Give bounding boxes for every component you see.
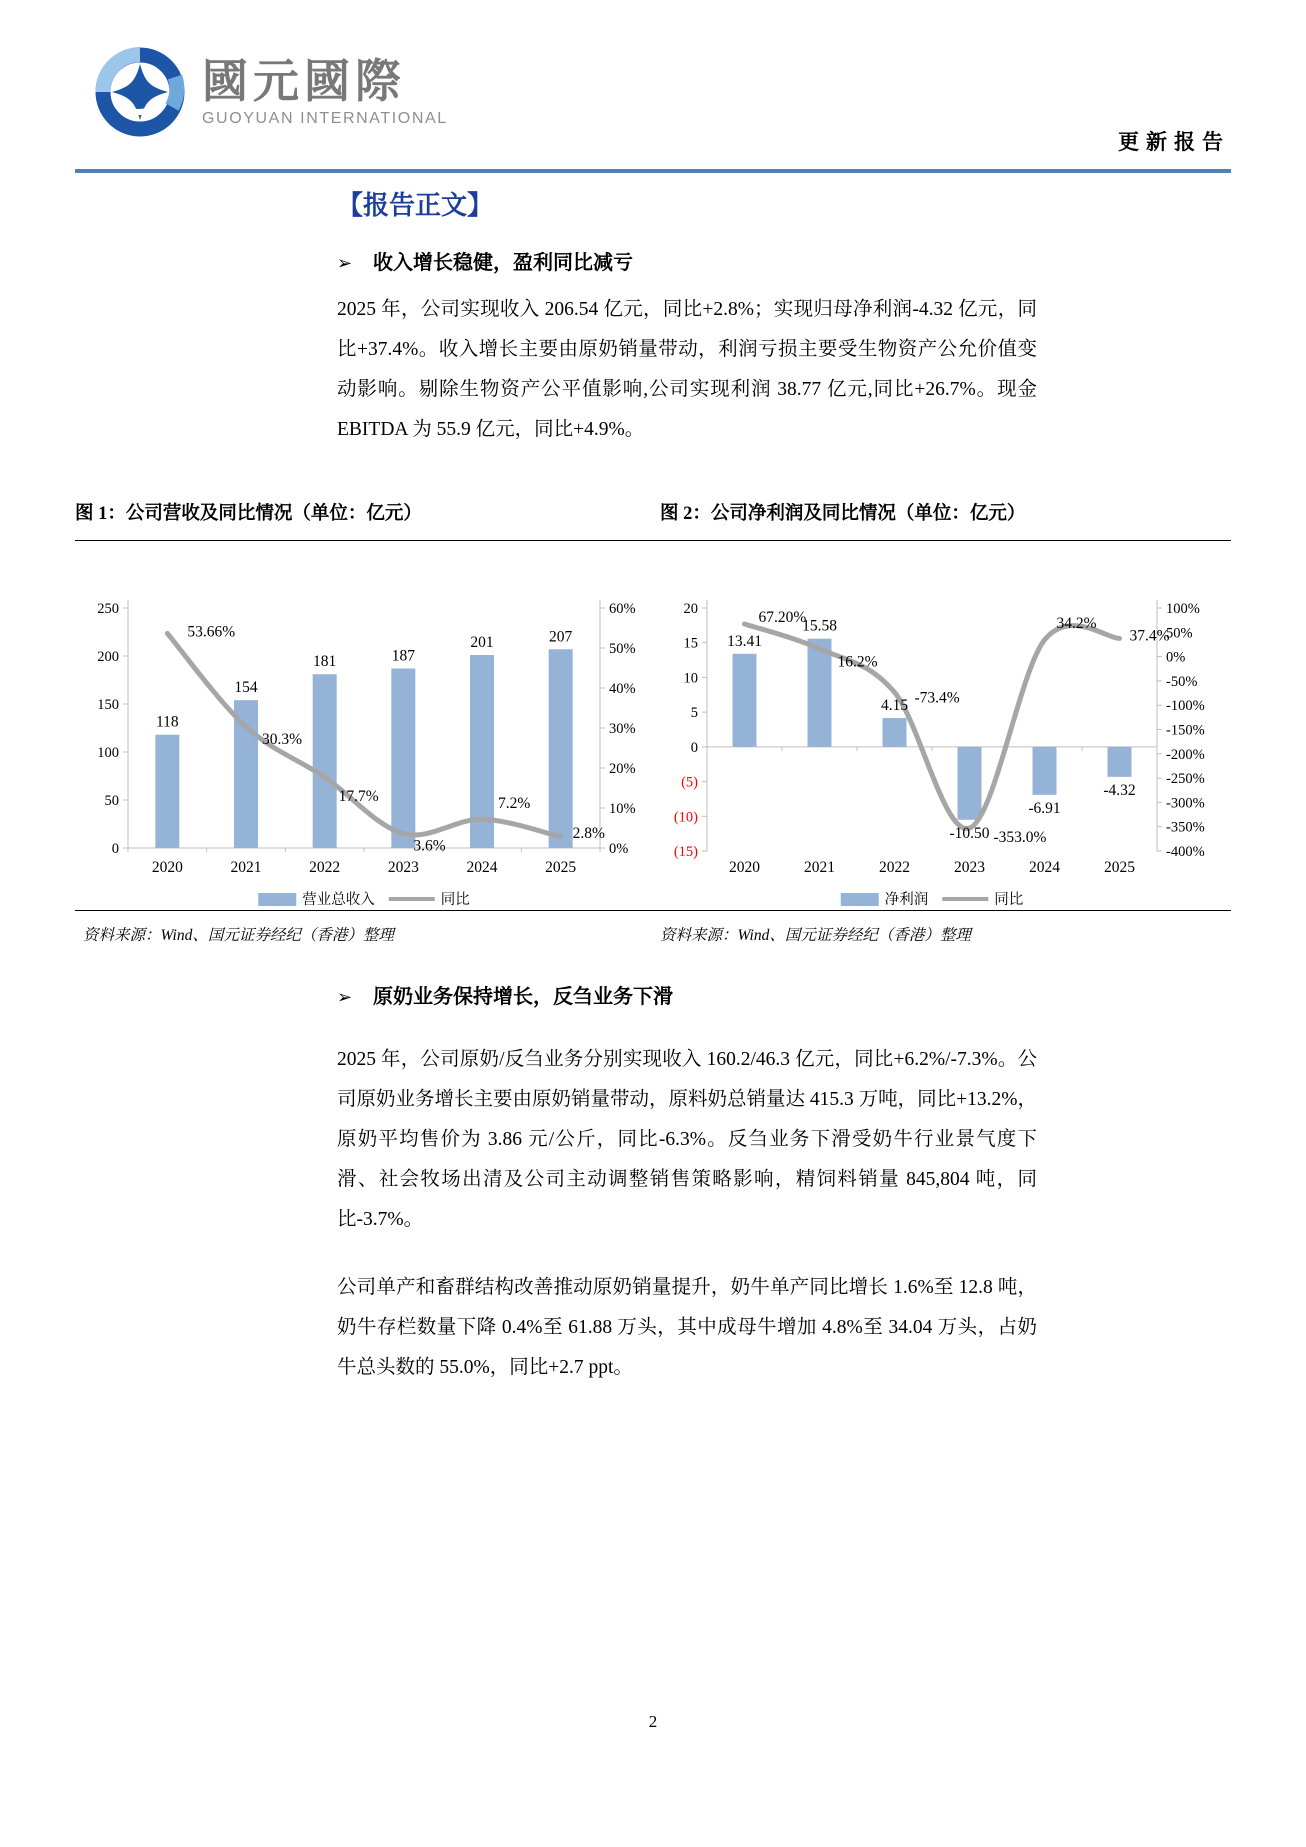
header-divider [75, 169, 1231, 173]
svg-text:20%: 20% [609, 761, 636, 777]
legend-bar-label: 营业总收入 [302, 892, 375, 908]
svg-text:4.15: 4.15 [880, 697, 909, 715]
svg-text:17.7%: 17.7% [338, 788, 379, 806]
svg-text:-50%: -50% [1166, 673, 1198, 690]
bar-2020 [733, 654, 757, 747]
svg-text:10%: 10% [609, 801, 636, 817]
guoyuan-logo-icon [92, 44, 188, 140]
legend [258, 890, 470, 908]
svg-text:-350%: -350% [1166, 819, 1205, 836]
bar-2025 [1108, 747, 1132, 777]
svg-text:201: 201 [470, 634, 494, 652]
paragraph-raw-milk-business: 2025 年，公司原奶/反刍业务分别实现收入 160.2/46.3 亿元，同比+6.2%/-7.3%。公司原奶业务增长主要由原奶销量带动，原料奶总销量达 415.3 万吨，同比+13.2%，原奶平均售价为 3.86 元/公斤，同比-6.3%。反刍业务下滑受奶牛行业景气度下滑、社会牧场出清及公司主动调整销售策略影响，精饲料销量 845,804 吨，同比-3.7%。 [337, 1049, 1037, 1230]
svg-text:(5): (5) [681, 774, 698, 791]
bar-2025 [549, 649, 573, 848]
svg-text:100%: 100% [1166, 601, 1200, 617]
svg-text:-300%: -300% [1166, 795, 1205, 812]
figure-sources-row [75, 910, 1231, 957]
bullet-heading-1-label: 收入增长稳健，盈利同比减亏 [373, 252, 633, 274]
svg-text:34.2%: 34.2% [1056, 614, 1097, 632]
svg-text:10: 10 [683, 670, 698, 687]
bar-2023 [391, 668, 415, 848]
svg-text:13.41: 13.41 [727, 632, 762, 650]
paragraph-herd-structure: 公司单产和畜群结构改善推动原奶销量提升，奶牛单产同比增长 1.6%至 12.8 吨，奶牛存栏数量下降 0.4%至 61.88 万头，其中成母牛增加 4.8%至 34.04 万头，占奶牛总头数的 55.0%，同比+2.7 ppt。 [337, 1277, 1037, 1378]
bullet-heading-2-label: 原奶业务保持增长，反刍业务下滑 [373, 986, 673, 1008]
svg-text:-4.32: -4.32 [1103, 781, 1136, 799]
axes [702, 600, 1162, 851]
report-type-label: 更新报告 [1118, 130, 1230, 154]
svg-text:15.58: 15.58 [802, 617, 837, 635]
figure2-source: 资料来源：Wind、国元证券经纪（香港）整理 [660, 927, 971, 944]
svg-text:40%: 40% [609, 681, 636, 697]
svg-text:2023: 2023 [954, 859, 985, 876]
bar-2023 [958, 747, 982, 820]
svg-text:2.8%: 2.8% [572, 824, 605, 842]
svg-text:0: 0 [111, 841, 119, 857]
revenue-yoy-chart [75, 550, 640, 925]
svg-text:(10): (10) [673, 809, 698, 826]
legend [841, 891, 1024, 908]
svg-text:-250%: -250% [1166, 771, 1205, 788]
svg-text:2022: 2022 [309, 859, 341, 876]
svg-text:2021: 2021 [804, 859, 835, 876]
bullet-heading-1 [337, 246, 1037, 275]
svg-text:187: 187 [391, 647, 415, 665]
legend-bar-swatch [258, 893, 296, 906]
legend-line-label: 同比 [994, 892, 1024, 908]
svg-text:50%: 50% [1166, 625, 1193, 642]
figure-top-rule [75, 540, 1231, 541]
bullet-heading-2 [337, 980, 1037, 1009]
legend-bar-swatch [841, 893, 879, 906]
bullet-arrow-icon: ➢ [337, 987, 353, 1007]
bar-2024 [1033, 747, 1057, 795]
svg-text:2024: 2024 [466, 859, 498, 876]
svg-text:2022: 2022 [879, 859, 910, 876]
svg-text:-400%: -400% [1166, 844, 1205, 860]
svg-text:100: 100 [97, 745, 119, 761]
svg-text:30.3%: 30.3% [262, 730, 303, 748]
bar-2022 [883, 718, 907, 747]
svg-text:53.66%: 53.66% [187, 623, 236, 641]
page-number: 2 [648, 1712, 658, 1731]
bar-2022 [313, 674, 337, 848]
svg-text:3.6%: 3.6% [413, 837, 446, 855]
svg-text:50: 50 [104, 793, 119, 809]
svg-text:0%: 0% [1166, 649, 1186, 666]
bar-2020 [155, 735, 179, 848]
yoy-line [745, 624, 1120, 829]
svg-text:-100%: -100% [1166, 698, 1205, 715]
svg-text:50%: 50% [609, 641, 636, 657]
svg-text:-10.50: -10.50 [949, 824, 990, 842]
svg-text:-200%: -200% [1166, 746, 1205, 763]
svg-text:181: 181 [313, 653, 337, 671]
svg-text:154: 154 [234, 679, 258, 697]
svg-text:2023: 2023 [387, 859, 419, 876]
chart1-svg [75, 550, 640, 925]
logo-text-en: GUOYUAN INTERNATIONAL [202, 110, 448, 127]
svg-text:15: 15 [683, 635, 698, 652]
svg-text:30%: 30% [609, 721, 636, 737]
legend-line-label: 同比 [440, 892, 470, 908]
company-logo [92, 44, 448, 140]
svg-text:-353.0%: -353.0% [993, 829, 1047, 847]
svg-text:5: 5 [690, 705, 698, 722]
svg-text:250: 250 [97, 601, 119, 617]
figure1-source: 资料来源：Wind、国元证券经纪（香港）整理 [83, 927, 394, 944]
legend-bar-label: 净利润 [884, 892, 929, 908]
paragraph-revenue-summary: 2025 年，公司实现收入 206.54 亿元，同比+2.8%；实现归母净利润-4.32 亿元，同比+37.4%。收入增长主要由原奶销量带动，利润亏损主要受生物资产公允价值变动影响。剔除生物资产公平值影响,公司实现利润 38.77 亿元,同比+26.7%。现金 EBITDA 为 55.9 亿元，同比+4.9%。 [337, 299, 1037, 440]
svg-text:2025: 2025 [1104, 859, 1135, 876]
bar-series [155, 649, 572, 848]
svg-text:200: 200 [97, 649, 119, 665]
svg-text:(15): (15) [673, 844, 698, 860]
svg-text:150: 150 [97, 697, 119, 713]
svg-text:2025: 2025 [545, 859, 577, 876]
logo-text [202, 56, 448, 128]
svg-text:37.4%: 37.4% [1129, 627, 1170, 645]
bar-2021 [234, 700, 258, 848]
svg-text:16.2%: 16.2% [837, 653, 878, 671]
svg-text:60%: 60% [609, 601, 636, 617]
svg-text:207: 207 [549, 628, 573, 646]
svg-text:118: 118 [155, 713, 179, 731]
bar-series [733, 639, 1132, 820]
svg-text:7.2%: 7.2% [498, 795, 531, 813]
svg-text:-150%: -150% [1166, 722, 1205, 739]
logo-text-cn: 國元國際 [202, 55, 406, 107]
svg-text:2021: 2021 [230, 859, 262, 876]
svg-text:-6.91: -6.91 [1028, 799, 1061, 817]
svg-text:2020: 2020 [151, 859, 183, 876]
svg-text:0: 0 [690, 739, 698, 756]
svg-text:20: 20 [683, 601, 698, 617]
section-title: 【报告正文】 [337, 191, 494, 220]
bullet-arrow-icon: ➢ [337, 253, 353, 273]
svg-text:-73.4%: -73.4% [914, 689, 960, 707]
figure2-title: 图 2：公司净利润及同比情况（单位：亿元） [660, 504, 1026, 524]
figure1-title: 图 1：公司营收及同比情况（单位：亿元） [75, 504, 422, 524]
svg-text:2020: 2020 [729, 859, 760, 876]
chart2-svg [652, 550, 1240, 925]
svg-text:2024: 2024 [1029, 859, 1060, 876]
svg-text:67.20%: 67.20% [758, 608, 807, 626]
svg-text:0%: 0% [609, 841, 629, 857]
netprofit-yoy-chart [652, 550, 1240, 925]
